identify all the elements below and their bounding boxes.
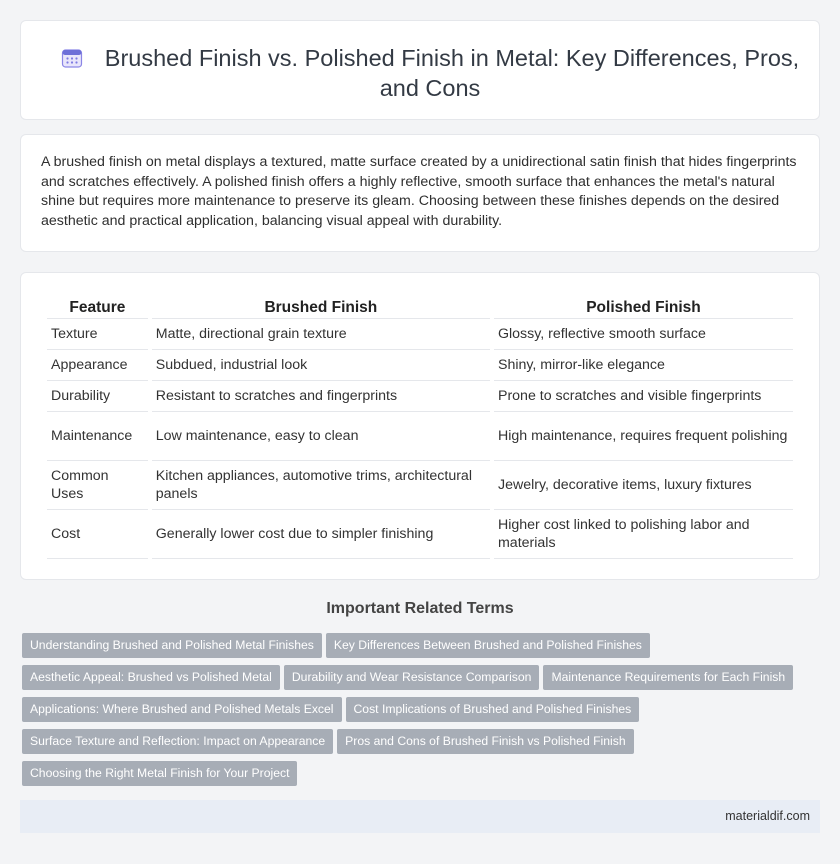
- header-card: [20, 20, 820, 120]
- table-cell: Jewelry, decorative items, luxury fixtures: [494, 461, 793, 510]
- table-cell: Subdued, industrial look: [152, 350, 490, 381]
- page-title-text: Brushed Finish vs. Polished Finish in Metal: Key Differences, Pros, and Cons: [104, 45, 800, 101]
- table-cell: Prone to scratches and visible fingerprints: [494, 381, 793, 412]
- header-brushed: Brushed Finish: [152, 295, 490, 319]
- table-cell: Cost: [47, 510, 148, 559]
- related-terms-title: Important Related Terms: [326, 600, 514, 617]
- table-cell: Kitchen appliances, automotive trims, architectural panels: [152, 461, 490, 510]
- table-row: [47, 412, 793, 461]
- table-row: [47, 510, 793, 559]
- header-polished: Polished Finish: [494, 295, 793, 319]
- footer: [20, 800, 820, 833]
- table-cell: Glossy, reflective smooth surface: [494, 319, 793, 350]
- table-cell: Appearance: [47, 350, 148, 381]
- related-term-tag[interactable]: Understanding Brushed and Polished Metal Finishes: [22, 633, 322, 658]
- related-terms-tags: [22, 633, 802, 793]
- table-row: [47, 319, 793, 350]
- table-header-row: [47, 295, 793, 319]
- related-term-tag[interactable]: Applications: Where Brushed and Polished Metals Excel: [22, 697, 342, 722]
- table-cell: Durability: [47, 381, 148, 412]
- table-cell: Generally lower cost due to simpler finishing: [152, 510, 490, 559]
- related-term-tag[interactable]: Durability and Wear Resistance Comparison: [284, 665, 540, 690]
- table-cell: Low maintenance, easy to clean: [152, 412, 490, 461]
- table-cell: Higher cost linked to polishing labor and materials: [494, 510, 793, 559]
- related-term-tag[interactable]: Surface Texture and Reflection: Impact on Appearance: [22, 729, 333, 754]
- table-row: [47, 461, 793, 510]
- table-cell: Matte, directional grain texture: [152, 319, 490, 350]
- intro-card: [20, 134, 820, 252]
- header-feature: Feature: [47, 295, 148, 319]
- related-term-tag[interactable]: Choosing the Right Metal Finish for Your Project: [22, 761, 297, 786]
- title-wrap: [51, 43, 809, 103]
- table-row: [47, 381, 793, 412]
- page-title: [51, 43, 809, 103]
- table-cell: Maintenance: [47, 412, 148, 461]
- table-cell: Shiny, mirror-like elegance: [494, 350, 793, 381]
- related-term-tag[interactable]: Key Differences Between Brushed and Polished Finishes: [326, 633, 650, 658]
- table-row: [47, 350, 793, 381]
- table-cell: Resistant to scratches and fingerprints: [152, 381, 490, 412]
- calendar-icon: [61, 47, 83, 69]
- comparison-table-card: [20, 272, 820, 580]
- table-cell: Common Uses: [47, 461, 148, 510]
- related-term-tag[interactable]: Cost Implications of Brushed and Polished Finishes: [346, 697, 640, 722]
- related-term-tag[interactable]: Pros and Cons of Brushed Finish vs Polished Finish: [337, 729, 633, 754]
- table-cell: Texture: [47, 319, 148, 350]
- table-cell: High maintenance, requires frequent polishing: [494, 412, 793, 461]
- related-term-tag[interactable]: Aesthetic Appeal: Brushed vs Polished Metal: [22, 665, 280, 690]
- comparison-table: [43, 295, 797, 559]
- related-term-tag[interactable]: Maintenance Requirements for Each Finish: [543, 665, 793, 690]
- intro-paragraph: A brushed finish on metal displays a textured, matte surface created by a unidirectional satin finish that hides fingerprints and scratches effectively. A polished finish offers a highly reflective, smooth surface that enhances the metal's natural shine but requires more maintenance to preserve its gleam. Choosing between these finishes depends on the desired aesthetic and practical application, balancing visual appeal with durability.: [41, 154, 797, 229]
- footer-site-name: materialdif.com: [725, 809, 810, 823]
